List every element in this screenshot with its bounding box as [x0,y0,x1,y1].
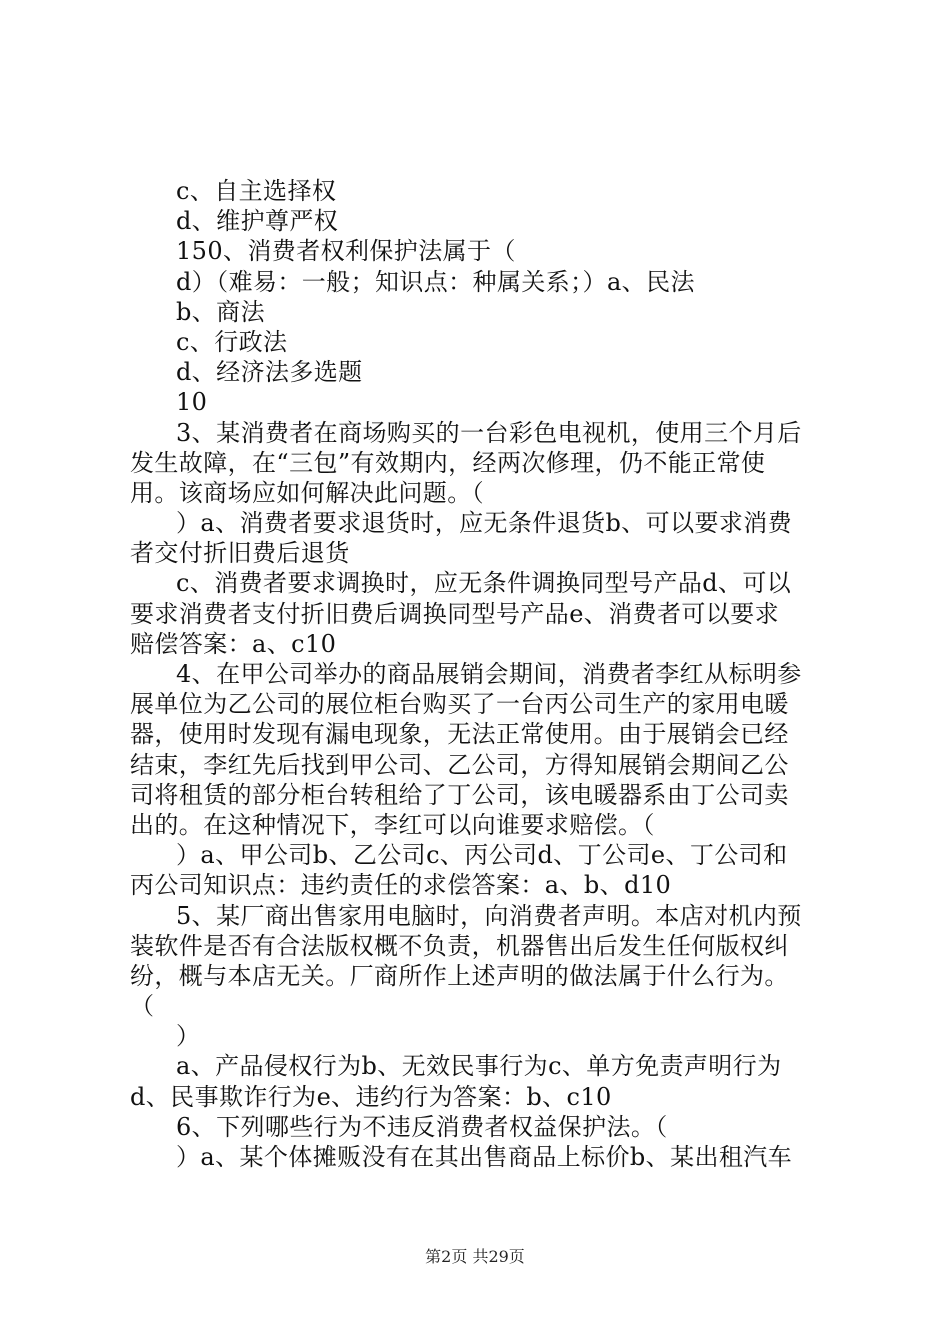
text-line: 展单位为乙公司的展位柜台购买了一台丙公司生产的家用电暖 [130,690,789,719]
text-line: 要求消费者支付折旧费后调换同型号产品e、消费者可以要求 [130,599,780,628]
text-line: 3、某消费者在商场购买的一台彩色电视机，使用三个月后 [176,418,802,447]
text-line: 出的。在这种情况下，李红可以向谁要求赔偿。（ [130,810,655,839]
text-line: 装软件是否有合法版权概不负责，机器售出后发生任何版权纠 [130,931,789,960]
text-line: 6、下列哪些行为不违反消费者权益保护法。（ [176,1112,668,1141]
text-line: 者交付折旧费后退货 [130,539,350,568]
page-footer: 第2页 共29页 [425,1247,525,1266]
text-line: ）a、某个体摊贩没有在其出售商品上标价b、某出租汽车 [176,1143,793,1171]
text-line: d、经济法多选题 [176,358,363,387]
text-line: d）（难易：一般；知识点：种属关系；）a、民法 [176,267,695,296]
text-line: c、消费者要求调换时，应无条件调换同型号产品d、可以 [176,569,792,598]
text-line: a、产品侵权行为b、无效民事行为c、单方免责声明行为 [176,1052,782,1081]
text-line: 4、在甲公司举办的商品展销会期间，消费者李红从标明参 [176,660,802,688]
text-line: 司将租赁的部分柜台转租给了丁公司，该电暖器系由丁公司卖 [130,780,789,809]
text-line: 结束，李红先后找到甲公司、乙公司，方得知展销会期间乙公 [130,750,789,779]
text-line: 纷，概与本店无关。厂商所作上述声明的做法属于什么行为。 [130,961,789,990]
text-line: （ [130,992,155,1021]
text-line: 10 [176,388,208,417]
text-line: 赔偿答案：a、c10 [130,629,337,658]
text-line: d、民事欺诈行为e、违约行为答案：b、c10 [130,1082,612,1111]
text-line: 器，使用时发现有漏电现象，无法正常使用。由于展销会已经 [130,720,789,749]
text-line: 5、某厂商出售家用电脑时，向消费者声明。本店对机内预 [176,901,802,930]
text-line: 150、消费者权利保护法属于（ [176,237,516,266]
text-line: 用。该商场应如何解决此问题。（ [130,478,484,507]
text-line: b、商法 [176,297,265,326]
text-line: c、行政法 [176,327,288,356]
text-line: c、自主选择权 [176,177,337,205]
text-line: 丙公司知识点：违约责任的求偿答案：a、b、d10 [130,871,672,900]
text-line: d、维护尊严权 [176,207,339,236]
document-body [130,176,830,1172]
text-line: 发生故障，在“三包”有效期内，经两次修理，仍不能正常使 [130,448,766,477]
text-line: ）a、消费者要求退货时，应无条件退货b、可以要求消费 [176,509,793,538]
text-line: ） [176,1022,201,1051]
text-line: ）a、甲公司b、乙公司c、丙公司d、丁公司e、丁公司和 [176,841,788,870]
